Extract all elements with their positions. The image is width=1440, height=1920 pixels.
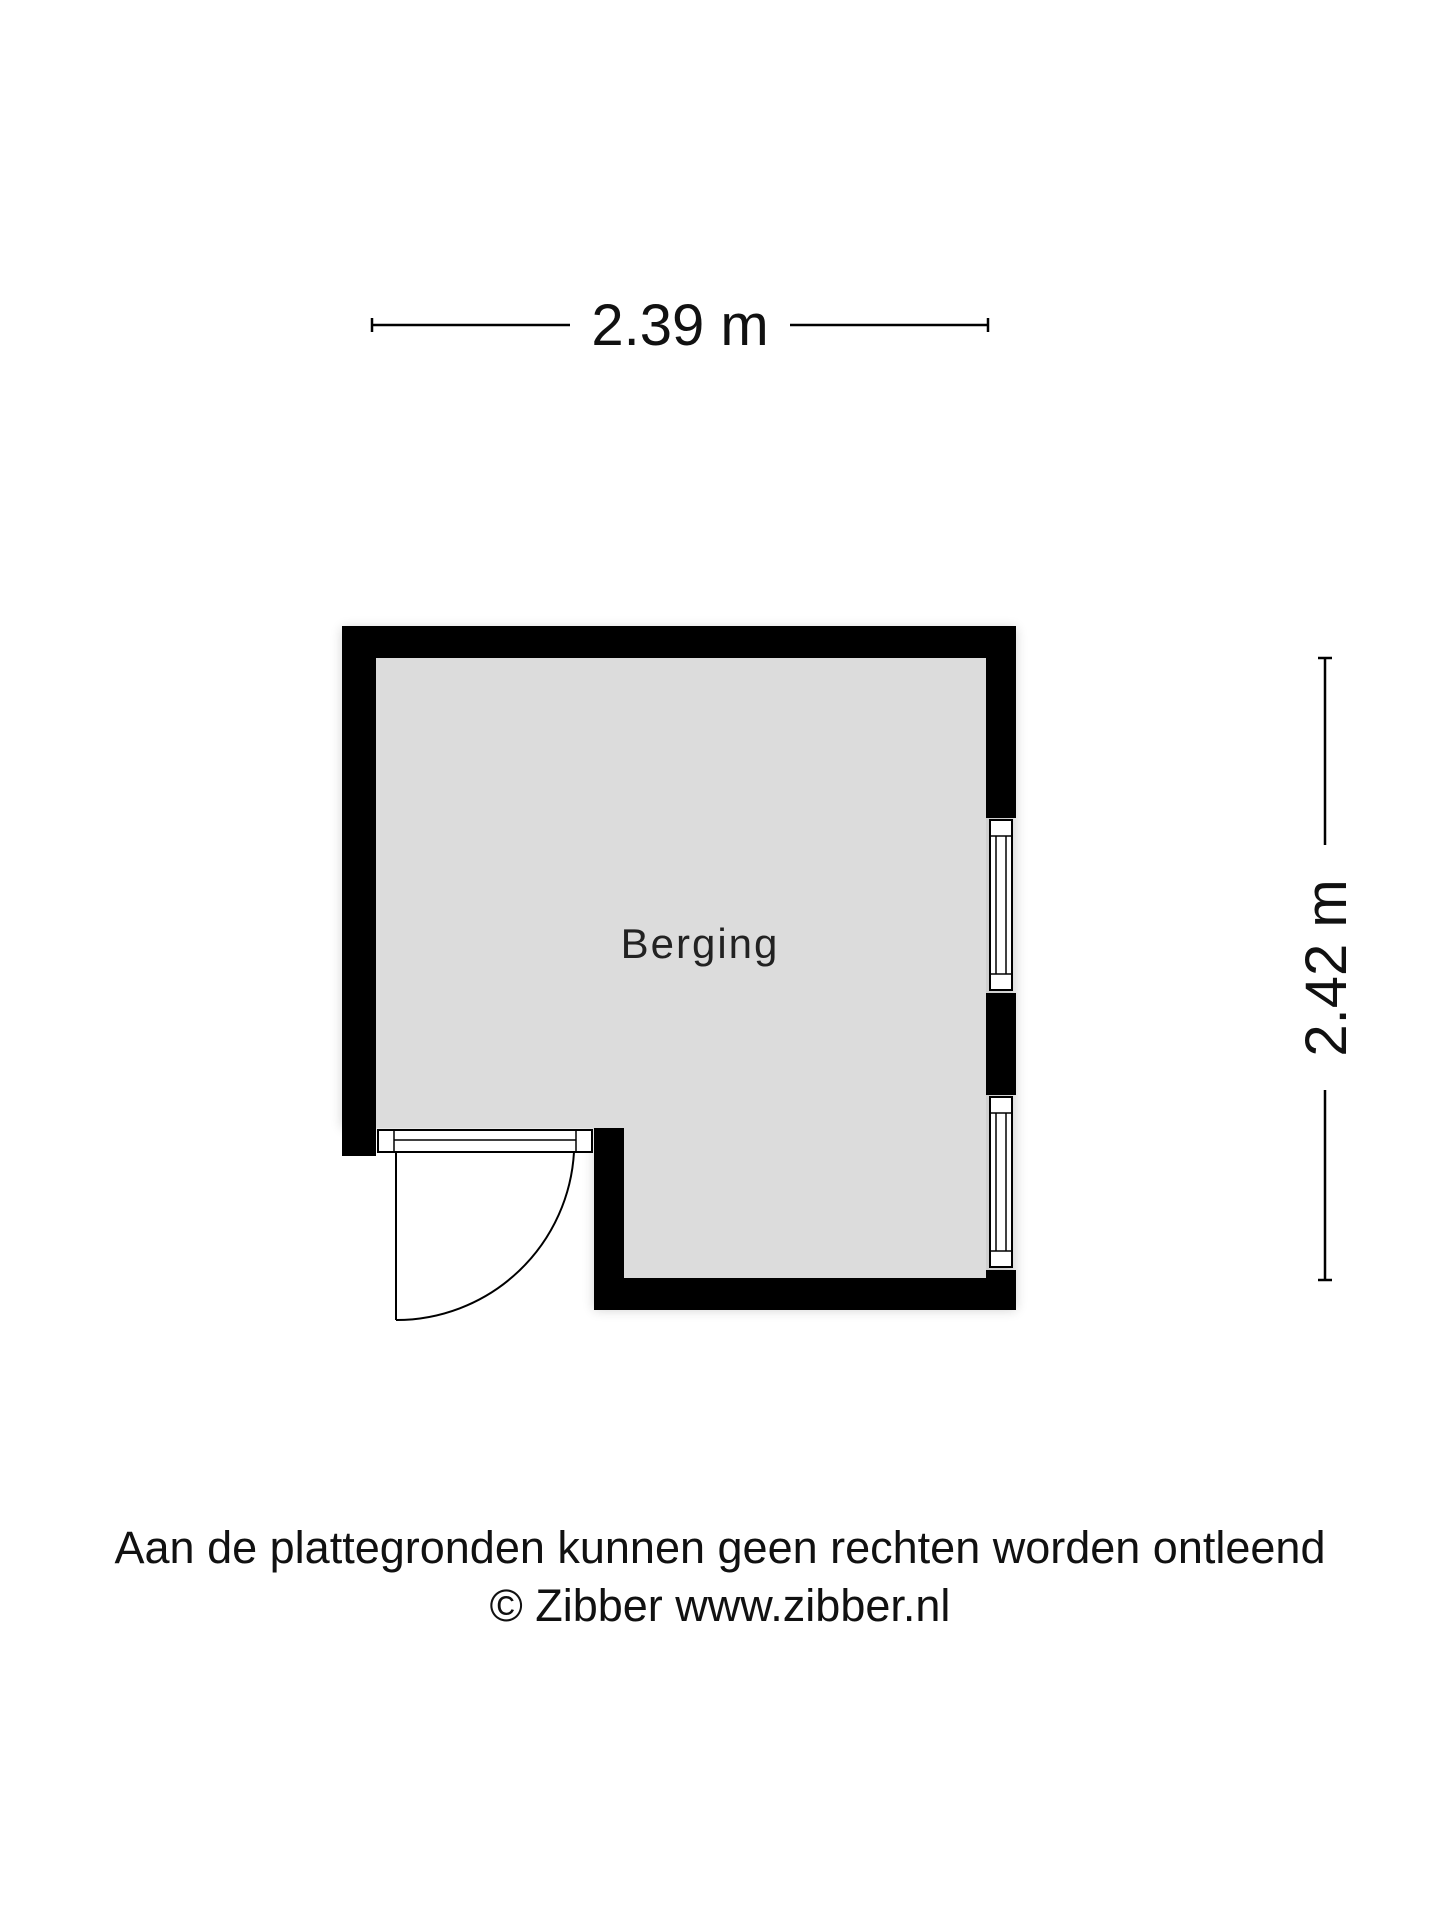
width-dimension-label: 2.39 m (591, 293, 769, 358)
room-label-berging: Berging (620, 920, 780, 967)
room-floor-berging (372, 658, 986, 1280)
door-frame (378, 1130, 592, 1152)
wall-top (342, 626, 1016, 658)
window-right-lower (990, 1097, 1012, 1267)
wall-left (342, 626, 376, 1156)
door (378, 1130, 592, 1320)
copyright-text: © Zibber www.zibber.nl (489, 1580, 951, 1631)
wall-right-upper (986, 626, 1016, 818)
disclaimer-text: Aan de plattegronden kunnen geen rechten worden ontleend (114, 1522, 1326, 1573)
window-right-upper (990, 820, 1012, 990)
wall-bottom (594, 1278, 1016, 1310)
height-dimension-label: 2.42 m (1294, 879, 1359, 1057)
height-dimension (1294, 658, 1359, 1280)
wall-right-middle (986, 993, 1016, 1095)
width-dimension (372, 293, 988, 358)
wall-inner-vertical (594, 1128, 624, 1310)
door-swing-arc (396, 1152, 574, 1320)
